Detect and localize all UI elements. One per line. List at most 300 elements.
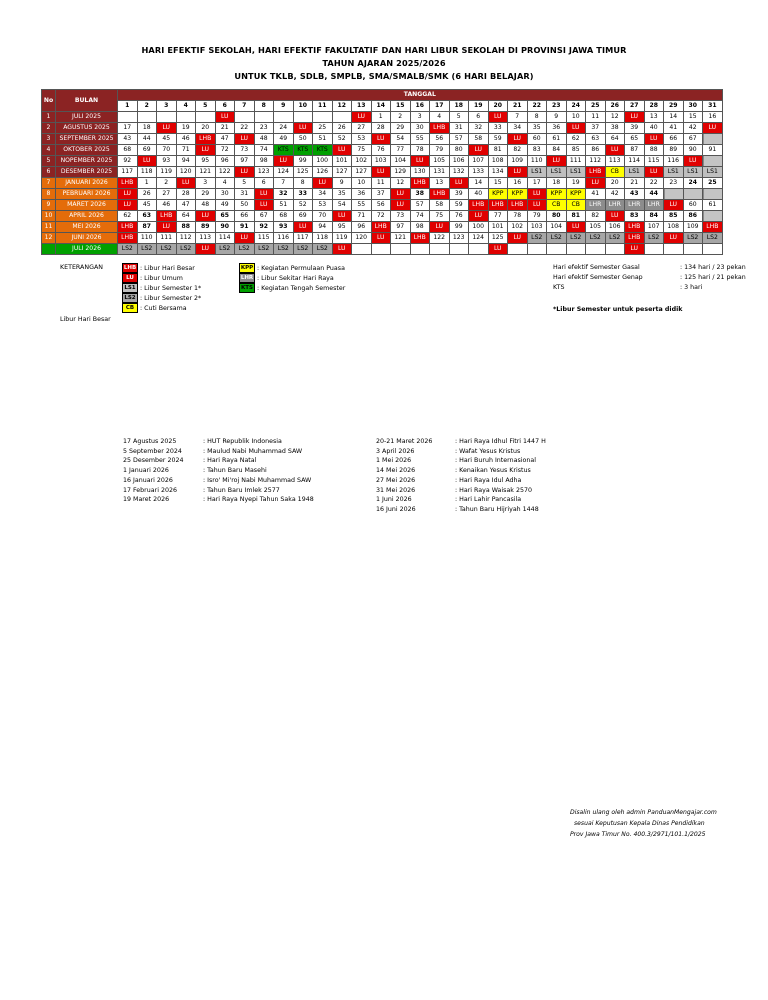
title-line-3: UNTUK TKLB, SDLB, SMPLB, SMA/SMALB/SMK (6 HARI BELAJAR) bbox=[234, 71, 534, 81]
month-number: 6 bbox=[42, 167, 56, 178]
day-cell: 73 bbox=[235, 145, 255, 156]
day-header-15: 15 bbox=[391, 101, 411, 112]
day-cell: 54 bbox=[332, 200, 352, 211]
day-cell: LHB bbox=[488, 200, 508, 211]
day-cell: 122 bbox=[215, 167, 235, 178]
day-cell: 9 bbox=[332, 178, 352, 189]
day-cell bbox=[313, 112, 333, 123]
day-header-17: 17 bbox=[430, 101, 450, 112]
day-cell: LU bbox=[391, 189, 411, 200]
day-cell: 17 bbox=[118, 123, 138, 134]
day-cell: LS2 bbox=[157, 244, 177, 255]
holiday-name: : Maulud Nabi Muhammad SAW bbox=[203, 447, 303, 455]
day-cell: 105 bbox=[586, 222, 606, 233]
day-cell: LS2 bbox=[176, 244, 196, 255]
legend-text: : Libur Semester 1* bbox=[140, 285, 202, 292]
day-cell: LS2 bbox=[118, 244, 138, 255]
holiday-date: 3 April 2026 bbox=[376, 447, 415, 455]
holiday-date: 20-21 Maret 2026 bbox=[376, 438, 433, 445]
month-row bbox=[42, 156, 723, 167]
day-cell: LU bbox=[527, 200, 547, 211]
day-cell: KPP bbox=[488, 189, 508, 200]
day-cell: LU bbox=[235, 233, 255, 244]
day-cell: LU bbox=[703, 123, 723, 134]
day-cell: 31 bbox=[235, 189, 255, 200]
day-cell: 111 bbox=[157, 233, 177, 244]
day-cell bbox=[352, 244, 372, 255]
day-header-21: 21 bbox=[508, 101, 528, 112]
day-cell: 2 bbox=[391, 112, 411, 123]
month-number: 8 bbox=[42, 189, 56, 200]
summary-label: Hari efektif Semester Genap bbox=[553, 274, 643, 281]
day-cell: LHB bbox=[410, 178, 430, 189]
day-cell: 117 bbox=[118, 167, 138, 178]
day-cell: 20 bbox=[605, 178, 625, 189]
day-header-27: 27 bbox=[625, 101, 645, 112]
month-name: PEBRUARI 2026 bbox=[56, 189, 118, 200]
day-cell: 115 bbox=[254, 233, 274, 244]
month-number: 9 bbox=[42, 200, 56, 211]
day-cell: 56 bbox=[371, 200, 391, 211]
holiday-date: 19 Maret 2026 bbox=[123, 496, 170, 504]
day-cell: 76 bbox=[371, 145, 391, 156]
day-header-16: 16 bbox=[410, 101, 430, 112]
holiday-name: : Tahun Baru Hijriyah 1448 bbox=[455, 505, 539, 513]
day-cell: 40 bbox=[644, 123, 664, 134]
day-header-25: 25 bbox=[586, 101, 606, 112]
day-cell: 13 bbox=[430, 178, 450, 189]
day-cell: 61 bbox=[547, 134, 567, 145]
keterangan-label: KETERANGAN bbox=[60, 264, 103, 271]
day-cell: LS2 bbox=[547, 233, 567, 244]
day-cell: 85 bbox=[566, 145, 586, 156]
day-cell: 121 bbox=[196, 167, 216, 178]
day-cell: 118 bbox=[313, 233, 333, 244]
day-cell: 70 bbox=[157, 145, 177, 156]
day-cell: LU bbox=[469, 145, 489, 156]
day-cell: LS2 bbox=[566, 233, 586, 244]
header-bulan: BULAN bbox=[56, 90, 118, 112]
day-cell: 23 bbox=[664, 178, 684, 189]
day-cell: 36 bbox=[352, 189, 372, 200]
day-header-29: 29 bbox=[664, 101, 684, 112]
day-cell: 65 bbox=[215, 211, 235, 222]
day-cell: 111 bbox=[566, 156, 586, 167]
day-cell bbox=[703, 134, 723, 145]
day-cell: 99 bbox=[449, 222, 469, 233]
day-cell: 5 bbox=[449, 112, 469, 123]
day-cell: 24 bbox=[274, 123, 294, 134]
day-cell: 8 bbox=[293, 178, 313, 189]
day-cell: CB bbox=[605, 167, 625, 178]
day-cell: 14 bbox=[469, 178, 489, 189]
day-cell: CB bbox=[566, 200, 586, 211]
day-cell: 39 bbox=[449, 189, 469, 200]
day-cell: 97 bbox=[235, 156, 255, 167]
day-cell: 4 bbox=[215, 178, 235, 189]
holiday-name: : Hari Buruh Internasional bbox=[455, 457, 536, 465]
day-cell: 16 bbox=[508, 178, 528, 189]
holiday-date: 16 Juni 2026 bbox=[376, 505, 416, 513]
day-cell: LU bbox=[664, 200, 684, 211]
day-cell: LU bbox=[625, 244, 645, 255]
day-cell: LS1 bbox=[683, 167, 703, 178]
day-cell: 92 bbox=[254, 222, 274, 233]
day-cell: 86 bbox=[683, 211, 703, 222]
day-cell: 79 bbox=[430, 145, 450, 156]
day-cell: 82 bbox=[586, 211, 606, 222]
calendar-table bbox=[41, 89, 723, 255]
day-cell: 12 bbox=[605, 112, 625, 123]
day-cell: LS1 bbox=[703, 167, 723, 178]
header-no: No bbox=[42, 90, 56, 112]
day-cell: 60 bbox=[683, 200, 703, 211]
summary-value: : 125 hari / 21 pekan bbox=[680, 274, 746, 281]
day-header-24: 24 bbox=[566, 101, 586, 112]
day-cell: 35 bbox=[332, 189, 352, 200]
day-cell: 123 bbox=[254, 167, 274, 178]
day-cell bbox=[274, 112, 294, 123]
day-cell: LS2 bbox=[254, 244, 274, 255]
legend-code: KPP bbox=[240, 265, 254, 271]
day-header-1: 1 bbox=[118, 101, 138, 112]
legend-code: CB bbox=[122, 303, 138, 313]
day-cell: LU bbox=[605, 211, 625, 222]
day-cell: KPP bbox=[508, 189, 528, 200]
day-cell: 120 bbox=[352, 233, 372, 244]
day-cell bbox=[683, 244, 703, 255]
day-cell: LU bbox=[352, 112, 372, 123]
month-name: JULI 2026 bbox=[56, 244, 118, 255]
day-cell: 17 bbox=[527, 178, 547, 189]
day-cell: 43 bbox=[625, 189, 645, 200]
month-name: JULI 2025 bbox=[56, 112, 118, 123]
day-cell: 73 bbox=[391, 211, 411, 222]
day-cell: 11 bbox=[371, 178, 391, 189]
day-cell: LS2 bbox=[586, 233, 606, 244]
day-cell: 18 bbox=[137, 123, 157, 134]
day-cell: 119 bbox=[157, 167, 177, 178]
day-cell: 119 bbox=[332, 233, 352, 244]
day-cell: 132 bbox=[449, 167, 469, 178]
day-cell: 52 bbox=[332, 134, 352, 145]
day-cell: KTS bbox=[293, 145, 313, 156]
day-header-28: 28 bbox=[644, 101, 664, 112]
day-cell: LS2 bbox=[527, 233, 547, 244]
month-row bbox=[42, 167, 723, 178]
summary-value: : 3 hari bbox=[680, 284, 703, 291]
day-cell: LU bbox=[449, 178, 469, 189]
month-row bbox=[42, 145, 723, 156]
header-tanggal: TANGGAL bbox=[118, 90, 723, 101]
day-cell: 57 bbox=[410, 200, 430, 211]
day-cell: 22 bbox=[235, 123, 255, 134]
holiday-date: 16 Januari 2026 bbox=[123, 476, 173, 484]
month-name: MARET 2026 bbox=[56, 200, 118, 211]
day-cell: 8 bbox=[527, 112, 547, 123]
day-cell bbox=[644, 244, 664, 255]
day-cell: 59 bbox=[449, 200, 469, 211]
day-cell bbox=[703, 244, 723, 255]
day-cell: 66 bbox=[664, 134, 684, 145]
day-cell: 67 bbox=[254, 211, 274, 222]
month-number: 11 bbox=[42, 222, 56, 233]
day-cell: 101 bbox=[332, 156, 352, 167]
day-header-22: 22 bbox=[527, 101, 547, 112]
day-cell: 26 bbox=[332, 123, 352, 134]
month-row bbox=[42, 178, 723, 189]
day-cell bbox=[391, 244, 411, 255]
day-cell: 93 bbox=[274, 222, 294, 233]
day-cell: LU bbox=[235, 167, 255, 178]
day-cell: LU bbox=[118, 189, 138, 200]
day-cell: 69 bbox=[293, 211, 313, 222]
day-cell: 43 bbox=[118, 134, 138, 145]
day-cell: 76 bbox=[449, 211, 469, 222]
day-cell: LS2 bbox=[703, 233, 723, 244]
day-cell: 122 bbox=[430, 233, 450, 244]
month-number: 10 bbox=[42, 211, 56, 222]
holiday-name: : Hari Raya Natal bbox=[203, 457, 257, 465]
month-row bbox=[42, 189, 723, 200]
day-cell: 80 bbox=[547, 211, 567, 222]
day-cell: 42 bbox=[605, 189, 625, 200]
document-title bbox=[0, 44, 768, 83]
day-cell: 33 bbox=[488, 123, 508, 134]
day-cell bbox=[664, 189, 684, 200]
day-cell: LS2 bbox=[605, 233, 625, 244]
source-line-3: Prov Jawa Timur No. 400.3/2971/101.1/2025 bbox=[570, 831, 706, 838]
source-line-2: sesuai Keputusan Kepala Dinas Pendidikan bbox=[574, 820, 705, 827]
day-cell: 59 bbox=[488, 134, 508, 145]
day-cell: 83 bbox=[625, 211, 645, 222]
day-cell: 14 bbox=[664, 112, 684, 123]
day-cell: LHR bbox=[586, 200, 606, 211]
day-cell: 103 bbox=[527, 222, 547, 233]
holiday-name: : Hari Raya Nyepi Tahun Saka 1948 bbox=[203, 496, 314, 504]
day-cell: LU bbox=[508, 233, 528, 244]
day-header-20: 20 bbox=[488, 101, 508, 112]
day-cell: LU bbox=[118, 200, 138, 211]
day-cell: 72 bbox=[215, 145, 235, 156]
day-cell: 42 bbox=[683, 123, 703, 134]
legend-item bbox=[239, 283, 345, 294]
holiday-name: : Hari Raya Waisak 2570 bbox=[455, 486, 532, 494]
month-name: DESEMBER 2025 bbox=[56, 167, 118, 178]
month-row bbox=[42, 222, 723, 233]
day-cell: 84 bbox=[547, 145, 567, 156]
semester-footnote: *Libur Semester untuk peserta didik bbox=[553, 306, 683, 313]
day-cell: 99 bbox=[293, 156, 313, 167]
day-cell: LU bbox=[196, 145, 216, 156]
day-cell: LU bbox=[644, 167, 664, 178]
day-cell: 77 bbox=[391, 145, 411, 156]
day-cell: 23 bbox=[254, 123, 274, 134]
month-name: AGUSTUS 2025 bbox=[56, 123, 118, 134]
day-cell: 27 bbox=[157, 189, 177, 200]
day-cell: 37 bbox=[586, 123, 606, 134]
day-cell: 126 bbox=[313, 167, 333, 178]
day-cell: 7 bbox=[508, 112, 528, 123]
day-cell: LU bbox=[157, 222, 177, 233]
day-cell: 6 bbox=[469, 112, 489, 123]
day-cell bbox=[508, 244, 528, 255]
day-cell bbox=[664, 244, 684, 255]
day-header-9: 9 bbox=[274, 101, 294, 112]
day-cell: KPP bbox=[566, 189, 586, 200]
day-cell: LS1 bbox=[664, 167, 684, 178]
day-cell: 39 bbox=[625, 123, 645, 134]
month-number: 4 bbox=[42, 145, 56, 156]
day-cell: LHB bbox=[625, 233, 645, 244]
day-cell: 80 bbox=[449, 145, 469, 156]
day-cell: 75 bbox=[430, 211, 450, 222]
day-cell: 88 bbox=[176, 222, 196, 233]
day-cell: LU bbox=[196, 211, 216, 222]
day-cell: LHB bbox=[586, 167, 606, 178]
summary-value: : 134 hari / 23 pekan bbox=[680, 264, 746, 271]
day-cell: 116 bbox=[664, 156, 684, 167]
day-cell: 64 bbox=[605, 134, 625, 145]
day-cell: 20 bbox=[196, 123, 216, 134]
day-cell: 74 bbox=[254, 145, 274, 156]
day-header-12: 12 bbox=[332, 101, 352, 112]
day-cell: LU bbox=[644, 134, 664, 145]
day-cell: 105 bbox=[430, 156, 450, 167]
day-cell: 71 bbox=[176, 145, 196, 156]
day-cell: LHB bbox=[196, 134, 216, 145]
holiday-name: : Tahun Baru Masehi bbox=[203, 467, 267, 475]
day-cell: LS2 bbox=[274, 244, 294, 255]
day-cell: 21 bbox=[625, 178, 645, 189]
summary-label: KTS bbox=[553, 284, 565, 291]
day-cell: 71 bbox=[352, 211, 372, 222]
day-cell bbox=[430, 244, 450, 255]
day-cell: 55 bbox=[410, 134, 430, 145]
day-cell: 102 bbox=[352, 156, 372, 167]
day-cell: LU bbox=[547, 156, 567, 167]
day-cell: 1 bbox=[137, 178, 157, 189]
day-cell: 24 bbox=[683, 178, 703, 189]
day-cell: 70 bbox=[313, 211, 333, 222]
day-cell: 26 bbox=[137, 189, 157, 200]
day-cell: 56 bbox=[430, 134, 450, 145]
day-cell: 58 bbox=[469, 134, 489, 145]
day-cell: LU bbox=[566, 123, 586, 134]
day-cell: 95 bbox=[196, 156, 216, 167]
day-cell: 55 bbox=[352, 200, 372, 211]
day-header-2: 2 bbox=[137, 101, 157, 112]
holiday-date: 14 Mei 2026 bbox=[376, 467, 416, 475]
month-number: 7 bbox=[42, 178, 56, 189]
legend-code: LHR bbox=[240, 275, 254, 281]
day-cell: LU bbox=[313, 178, 333, 189]
day-cell: 48 bbox=[196, 200, 216, 211]
day-cell: 90 bbox=[683, 145, 703, 156]
day-cell: LU bbox=[371, 134, 391, 145]
day-cell: 49 bbox=[274, 134, 294, 145]
day-cell: 45 bbox=[137, 200, 157, 211]
day-cell: 134 bbox=[488, 167, 508, 178]
day-cell: 97 bbox=[391, 222, 411, 233]
day-cell: 113 bbox=[605, 156, 625, 167]
day-cell: 102 bbox=[508, 222, 528, 233]
month-row bbox=[42, 233, 723, 244]
holiday-name: : Hari Raya Idul Adha bbox=[455, 476, 522, 484]
month-number: 5 bbox=[42, 156, 56, 167]
day-cell: 81 bbox=[566, 211, 586, 222]
day-cell: 62 bbox=[566, 134, 586, 145]
day-cell: LU bbox=[293, 123, 313, 134]
day-cell: 29 bbox=[196, 189, 216, 200]
day-cell: 10 bbox=[566, 112, 586, 123]
day-cell: 98 bbox=[410, 222, 430, 233]
day-cell: 107 bbox=[469, 156, 489, 167]
day-cell: LHR bbox=[605, 200, 625, 211]
day-cell: LU bbox=[488, 244, 508, 255]
day-cell: LU bbox=[293, 222, 313, 233]
day-cell bbox=[371, 244, 391, 255]
day-cell: 115 bbox=[644, 156, 664, 167]
day-cell bbox=[196, 112, 216, 123]
day-cell: LHB bbox=[118, 222, 138, 233]
day-cell: 13 bbox=[644, 112, 664, 123]
day-cell: LU bbox=[410, 156, 430, 167]
day-cell: LU bbox=[176, 178, 196, 189]
month-number: 12 bbox=[42, 233, 56, 244]
holiday-date: 27 Mei 2026 bbox=[376, 476, 416, 484]
day-cell: 16 bbox=[703, 112, 723, 123]
legend-text: : Libur Hari Besar bbox=[140, 265, 195, 272]
month-name: NOPEMBER 2025 bbox=[56, 156, 118, 167]
day-header-5: 5 bbox=[196, 101, 216, 112]
day-header-14: 14 bbox=[371, 101, 391, 112]
day-cell: 90 bbox=[215, 222, 235, 233]
day-cell: 87 bbox=[625, 145, 645, 156]
holiday-name: : Wafat Yesus Kristus bbox=[455, 447, 521, 455]
day-cell: 130 bbox=[410, 167, 430, 178]
day-cell bbox=[118, 112, 138, 123]
day-cell: 79 bbox=[527, 211, 547, 222]
legend-text: : Libur Semester 2* bbox=[140, 295, 202, 302]
day-cell: 74 bbox=[410, 211, 430, 222]
day-cell: 107 bbox=[644, 222, 664, 233]
day-cell: LHB bbox=[625, 222, 645, 233]
day-cell: LS2 bbox=[235, 244, 255, 255]
day-cell: LU bbox=[586, 178, 606, 189]
day-cell: 82 bbox=[508, 145, 528, 156]
day-cell: LHB bbox=[469, 200, 489, 211]
month-name: JUNI 2026 bbox=[56, 233, 118, 244]
legend-text: : Libur Sekitar Hari Raya bbox=[257, 275, 334, 282]
day-cell: 113 bbox=[196, 233, 216, 244]
day-cell: 28 bbox=[176, 189, 196, 200]
day-header-19: 19 bbox=[469, 101, 489, 112]
legend-code: LS2 bbox=[122, 293, 138, 303]
day-cell: 57 bbox=[449, 134, 469, 145]
month-number bbox=[42, 244, 56, 255]
day-cell: 18 bbox=[547, 178, 567, 189]
day-cell: KPP bbox=[547, 189, 567, 200]
day-cell: 19 bbox=[566, 178, 586, 189]
day-cell: 15 bbox=[683, 112, 703, 123]
day-cell: 21 bbox=[215, 123, 235, 134]
day-cell bbox=[137, 112, 157, 123]
day-cell: 85 bbox=[664, 211, 684, 222]
day-cell bbox=[683, 189, 703, 200]
month-row bbox=[42, 200, 723, 211]
day-cell bbox=[157, 112, 177, 123]
